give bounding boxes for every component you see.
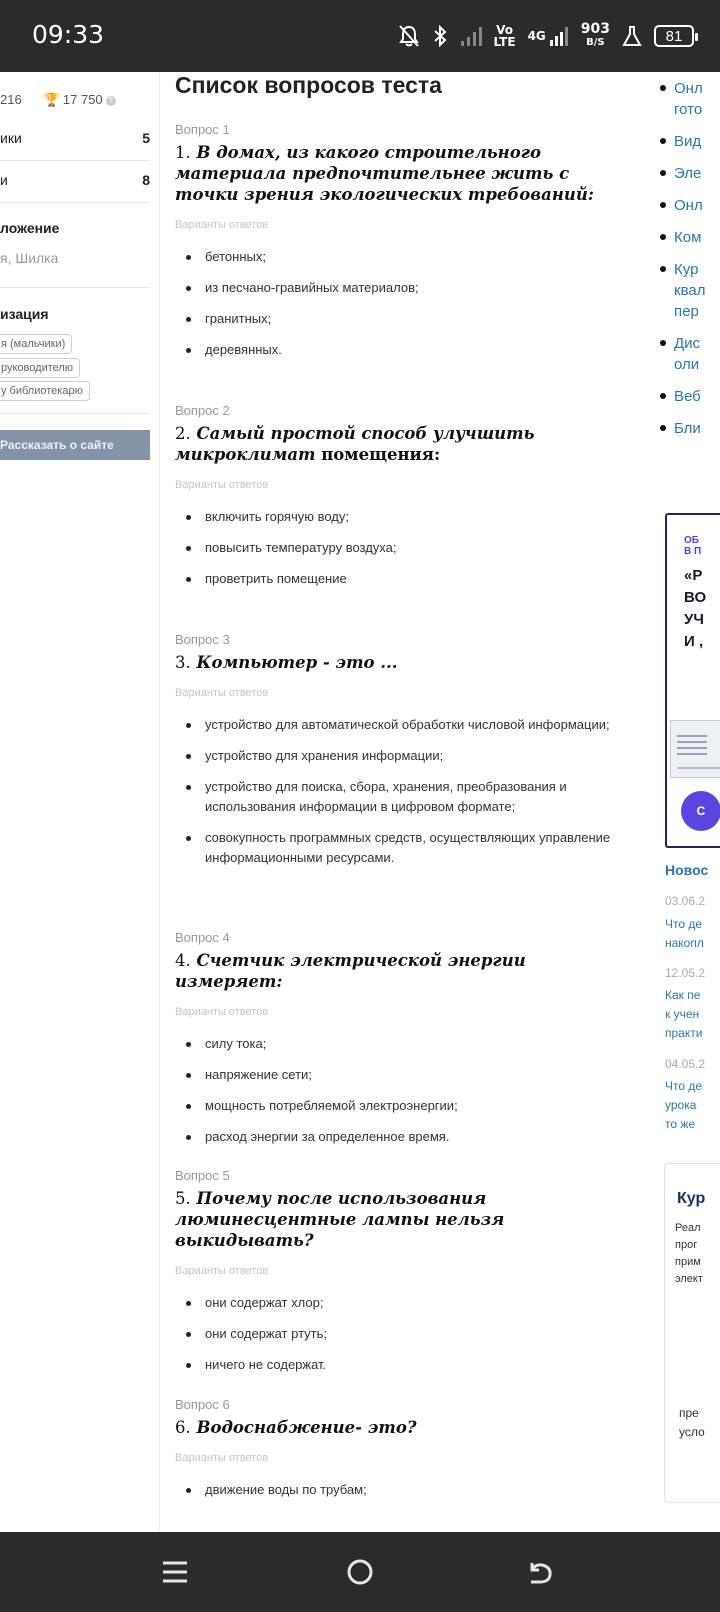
status-icons: [398, 18, 694, 54]
promo-line: [677, 735, 707, 737]
bluetooth-icon: [432, 24, 448, 48]
answer-option: расход энергии за определенное время.: [205, 1127, 625, 1147]
answer-option: проветрить помещение: [205, 569, 625, 589]
specialization-heading: изация: [0, 306, 49, 322]
course-footer: пре усло: [679, 1406, 705, 1439]
trophy-icon: 🏆: [43, 92, 60, 107]
question-item: [175, 122, 625, 371]
related-link[interactable]: Вид: [660, 131, 720, 152]
answer-option: они содержат хлор;: [205, 1293, 625, 1313]
status-time: 09:33: [32, 20, 105, 49]
right-sidebar: [660, 72, 720, 1532]
promo-line: [677, 741, 707, 743]
system-navigation-bar: [0, 1532, 720, 1612]
options-label: Варианты ответов: [175, 687, 269, 699]
answer-option: напряжение сети;: [205, 1065, 625, 1085]
answer-options: [175, 1034, 625, 1147]
related-link[interactable]: Онл: [660, 195, 720, 216]
author-stats: [0, 92, 160, 108]
question-text: 1. В домах, из какого строительного материала предпочтительнее жить с точки зрения экологических требований:: [175, 143, 594, 204]
course-heading: Кур: [677, 1190, 706, 1207]
related-link[interactable]: Кур квал пер: [660, 259, 720, 322]
answer-option: устройство для поиска, сбора, хранения, преобразования и использования информации в цифровом формате;: [185, 777, 625, 817]
views-count: 216: [0, 92, 22, 107]
answer-option: гранитных;: [205, 309, 625, 329]
divider: [0, 287, 150, 288]
related-link[interactable]: Веб: [660, 386, 720, 407]
news-date: 03.06.2: [665, 894, 706, 908]
question-label: Вопрос 5: [175, 1168, 230, 1183]
related-link[interactable]: Бли: [660, 418, 720, 439]
related-link[interactable]: Онл гото: [660, 78, 720, 120]
answer-options: [175, 715, 625, 868]
answer-option: силу тока;: [205, 1034, 625, 1054]
sidebar-row-1[interactable]: ики 5: [0, 130, 150, 146]
menu-icon[interactable]: [153, 1550, 197, 1594]
question-label: Вопрос 3: [175, 632, 230, 647]
tag[interactable]: руководителю: [0, 358, 80, 378]
related-link[interactable]: Ком: [660, 227, 720, 248]
answer-option: из песчано-гравийных материалов;: [205, 278, 625, 298]
volte-icon: Vo LTE: [493, 23, 516, 49]
promo-headline: «Р ВО УЧ И ,: [684, 567, 707, 650]
tag[interactable]: у библиотекарю: [0, 381, 90, 401]
divider: [0, 160, 150, 161]
promo-line: [677, 753, 707, 755]
divider: [0, 202, 150, 203]
promo-line: [677, 767, 720, 769]
sidebar-row-2[interactable]: и 8: [0, 172, 150, 188]
answer-option: совокупность программных средств, осуществляющих управление информационными ресурсами.: [185, 828, 625, 868]
battery-indicator: 81: [654, 25, 694, 47]
news-heading[interactable]: Новос: [665, 862, 709, 878]
network-speed: 903 B/S: [580, 21, 610, 48]
divider: [0, 413, 150, 414]
answer-option: устройство для хранения информации;: [205, 746, 625, 766]
options-label: Варианты ответов: [175, 479, 269, 491]
promo-kicker: ОБ В П: [684, 535, 702, 557]
news-link[interactable]: Как пе к учен практи: [665, 988, 703, 1040]
mute-bell-icon: [398, 24, 420, 48]
answer-option: мощность потребляемой электроэнергии;: [205, 1096, 625, 1116]
help-icon[interactable]: ?: [106, 96, 116, 106]
answer-options: [175, 1480, 625, 1500]
question-label: Вопрос 1: [175, 122, 230, 137]
answer-option: устройство для автоматической обработки числовой информации;: [185, 715, 625, 735]
news-link[interactable]: Что де накопл: [665, 917, 704, 950]
answer-option: повысить температуру воздуха;: [205, 538, 625, 558]
promo-cta-button[interactable]: С: [681, 791, 720, 831]
question-item: [175, 632, 625, 879]
options-label: Варианты ответов: [175, 219, 269, 231]
promo-screenshot: [670, 720, 720, 778]
options-label: Варианты ответов: [175, 1265, 269, 1277]
answer-option: движение воды по трубам;: [205, 1480, 625, 1500]
question-label: Вопрос 2: [175, 403, 230, 418]
4g-signal-icon: 4G: [528, 25, 569, 47]
share-site-button[interactable]: Рассказать о сайте: [0, 430, 150, 460]
home-icon[interactable]: [338, 1550, 382, 1594]
flask-icon: [622, 25, 642, 47]
location-value: я, Шилка: [0, 250, 59, 266]
question-text: 5. Почему после использования люминесцентные лампы нельзя выкидывать?: [175, 1189, 505, 1250]
related-link[interactable]: Дис оли: [660, 333, 720, 375]
question-item: [175, 930, 625, 1158]
question-text: 2. Самый простой способ улучшить микроклимат помещения:: [175, 424, 535, 464]
course-card[interactable]: [664, 1163, 720, 1503]
answer-options: [175, 247, 625, 360]
news-link[interactable]: Что де урока то же: [665, 1079, 703, 1131]
options-label: Варианты ответов: [175, 1006, 269, 1018]
promo-banner[interactable]: [665, 513, 720, 848]
tag[interactable]: я (мальчики): [0, 334, 72, 354]
question-text: 3. Компьютер - это ...: [175, 653, 398, 672]
question-item: [175, 1397, 625, 1511]
left-sidebar: [0, 72, 160, 1532]
question-label: Вопрос 4: [175, 930, 230, 945]
rating: 🏆 17 750 ?: [44, 92, 116, 108]
answer-option: деревянных.: [205, 340, 625, 360]
answer-option: они содержат ртуть;: [205, 1324, 625, 1344]
status-bar: [0, 0, 720, 72]
promo-line: [677, 747, 707, 749]
course-description: Реал прог прим элект: [675, 1222, 703, 1285]
page-title: Список вопросов теста: [175, 72, 442, 98]
answer-option: бетонных;: [205, 247, 625, 267]
answer-option: включить горячую воду;: [205, 507, 625, 527]
back-icon[interactable]: [518, 1550, 562, 1594]
question-text: 4. Счетчик электрической энергии измеряет:: [175, 951, 526, 991]
question-label: Вопрос 6: [175, 1397, 230, 1412]
question-text: 6. Водоснабжение- это?: [175, 1418, 417, 1437]
answer-option: ничего не содержат.: [205, 1355, 625, 1375]
answer-options: [175, 507, 625, 589]
answer-options: [175, 1293, 625, 1375]
signal-icon: [460, 25, 482, 47]
question-item: [175, 1168, 625, 1386]
news-date: 12.05.2: [665, 966, 706, 980]
question-item: [175, 403, 625, 600]
options-label: Варианты ответов: [175, 1452, 269, 1464]
news-date: 04.05.2: [665, 1057, 706, 1071]
related-link[interactable]: Эле: [660, 163, 720, 184]
location-heading: ложение: [0, 220, 60, 236]
related-links: [660, 78, 720, 450]
